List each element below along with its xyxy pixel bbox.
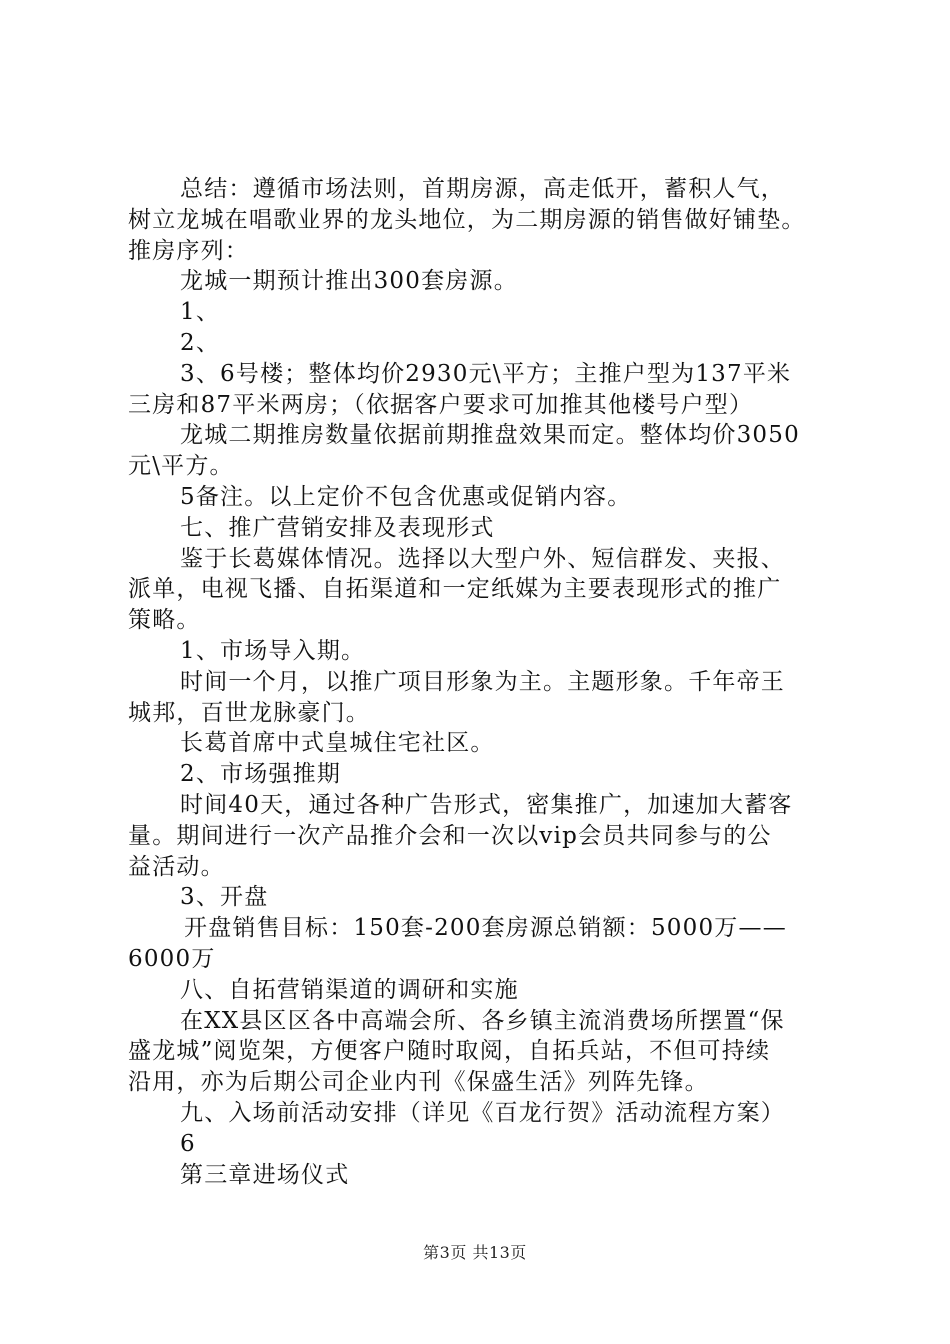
section-heading: 八、自拓营销渠道的调研和实施 bbox=[180, 976, 519, 1003]
text-line: 总结：遵循市场法则，首期房源，高走低开，蓄积人气， bbox=[180, 176, 785, 202]
text-line: 5备注。以上定价不包含优惠或促销内容。 bbox=[180, 483, 632, 510]
text-line: 6000万 bbox=[128, 945, 216, 972]
text-line: 在XX县区区各中高端会所、各乡镇主流消费场所摆置“保 bbox=[180, 1007, 785, 1034]
subsection-heading: 1、市场导入期。 bbox=[180, 637, 366, 664]
text-line: 2、 bbox=[180, 329, 221, 356]
text-line: 沿用，亦为后期公司企业内刊《保盛生活》列阵先锋。 bbox=[128, 1069, 709, 1096]
text-line: 三房和87平米两房；（依据客户要求可加推其他楼号户型） bbox=[128, 391, 754, 418]
text-line: 城邦，百世龙脉豪门。 bbox=[128, 699, 370, 726]
text-line: 元\平方。 bbox=[128, 453, 234, 480]
text-line: 时间一个月，以推广项目形象为主。主题形象。千年帝王 bbox=[180, 668, 785, 695]
subsection-heading: 2、市场强推期 bbox=[180, 761, 342, 788]
text-line: 6 bbox=[180, 1130, 196, 1157]
section-heading: 九、入场前活动安排（详见《百龙行贺》活动流程方案） bbox=[180, 1099, 785, 1126]
text-line: 龙城二期推房数量依据前期推盘效果而定。整体均价3050 bbox=[180, 422, 800, 449]
document-body bbox=[128, 174, 848, 1190]
subsection-heading: 3、开盘 bbox=[180, 884, 269, 911]
text-line: 龙城一期预计推出300套房源。 bbox=[180, 268, 518, 295]
text-line: 鉴于长葛媒体情况。选择以大型户外、短信群发、夹报、 bbox=[180, 545, 785, 572]
text-line: 推房序列： bbox=[128, 237, 249, 264]
text-line: 时间40天，通过各种广告形式，密集推广，加速加大蓄客 bbox=[180, 791, 793, 818]
section-heading: 七、推广营销安排及表现形式 bbox=[180, 514, 495, 541]
text-line: 3、6号楼；整体均价2930元\平方；主推户型为137平米 bbox=[180, 360, 792, 387]
text-line: 1、 bbox=[180, 299, 221, 326]
text-line: 树立龙城在唱歌业界的龙头地位，为二期房源的销售做好铺垫。 bbox=[128, 206, 806, 233]
text-line: 量。期间进行一次产品推介会和一次以vip会员共同参与的公 bbox=[128, 822, 772, 849]
text-line: 长葛首席中式皇城住宅社区。 bbox=[180, 730, 495, 757]
chapter-heading: 第三章进场仪式 bbox=[180, 1161, 350, 1188]
text-line: 派单，电视飞播、自拓渠道和一定纸媒为主要表现形式的推广 bbox=[128, 576, 782, 603]
text-line: 盛龙城”阅览架，方便客户随时取阅，自拓兵站，不但可持续 bbox=[128, 1038, 771, 1065]
page-footer: 第3页 共13页 bbox=[423, 1243, 527, 1262]
text-line: 开盘销售目标：150套-200套房源总销额：5000万—— bbox=[184, 915, 787, 942]
text-line: 策略。 bbox=[128, 607, 201, 634]
text-line: 益活动。 bbox=[128, 853, 225, 880]
